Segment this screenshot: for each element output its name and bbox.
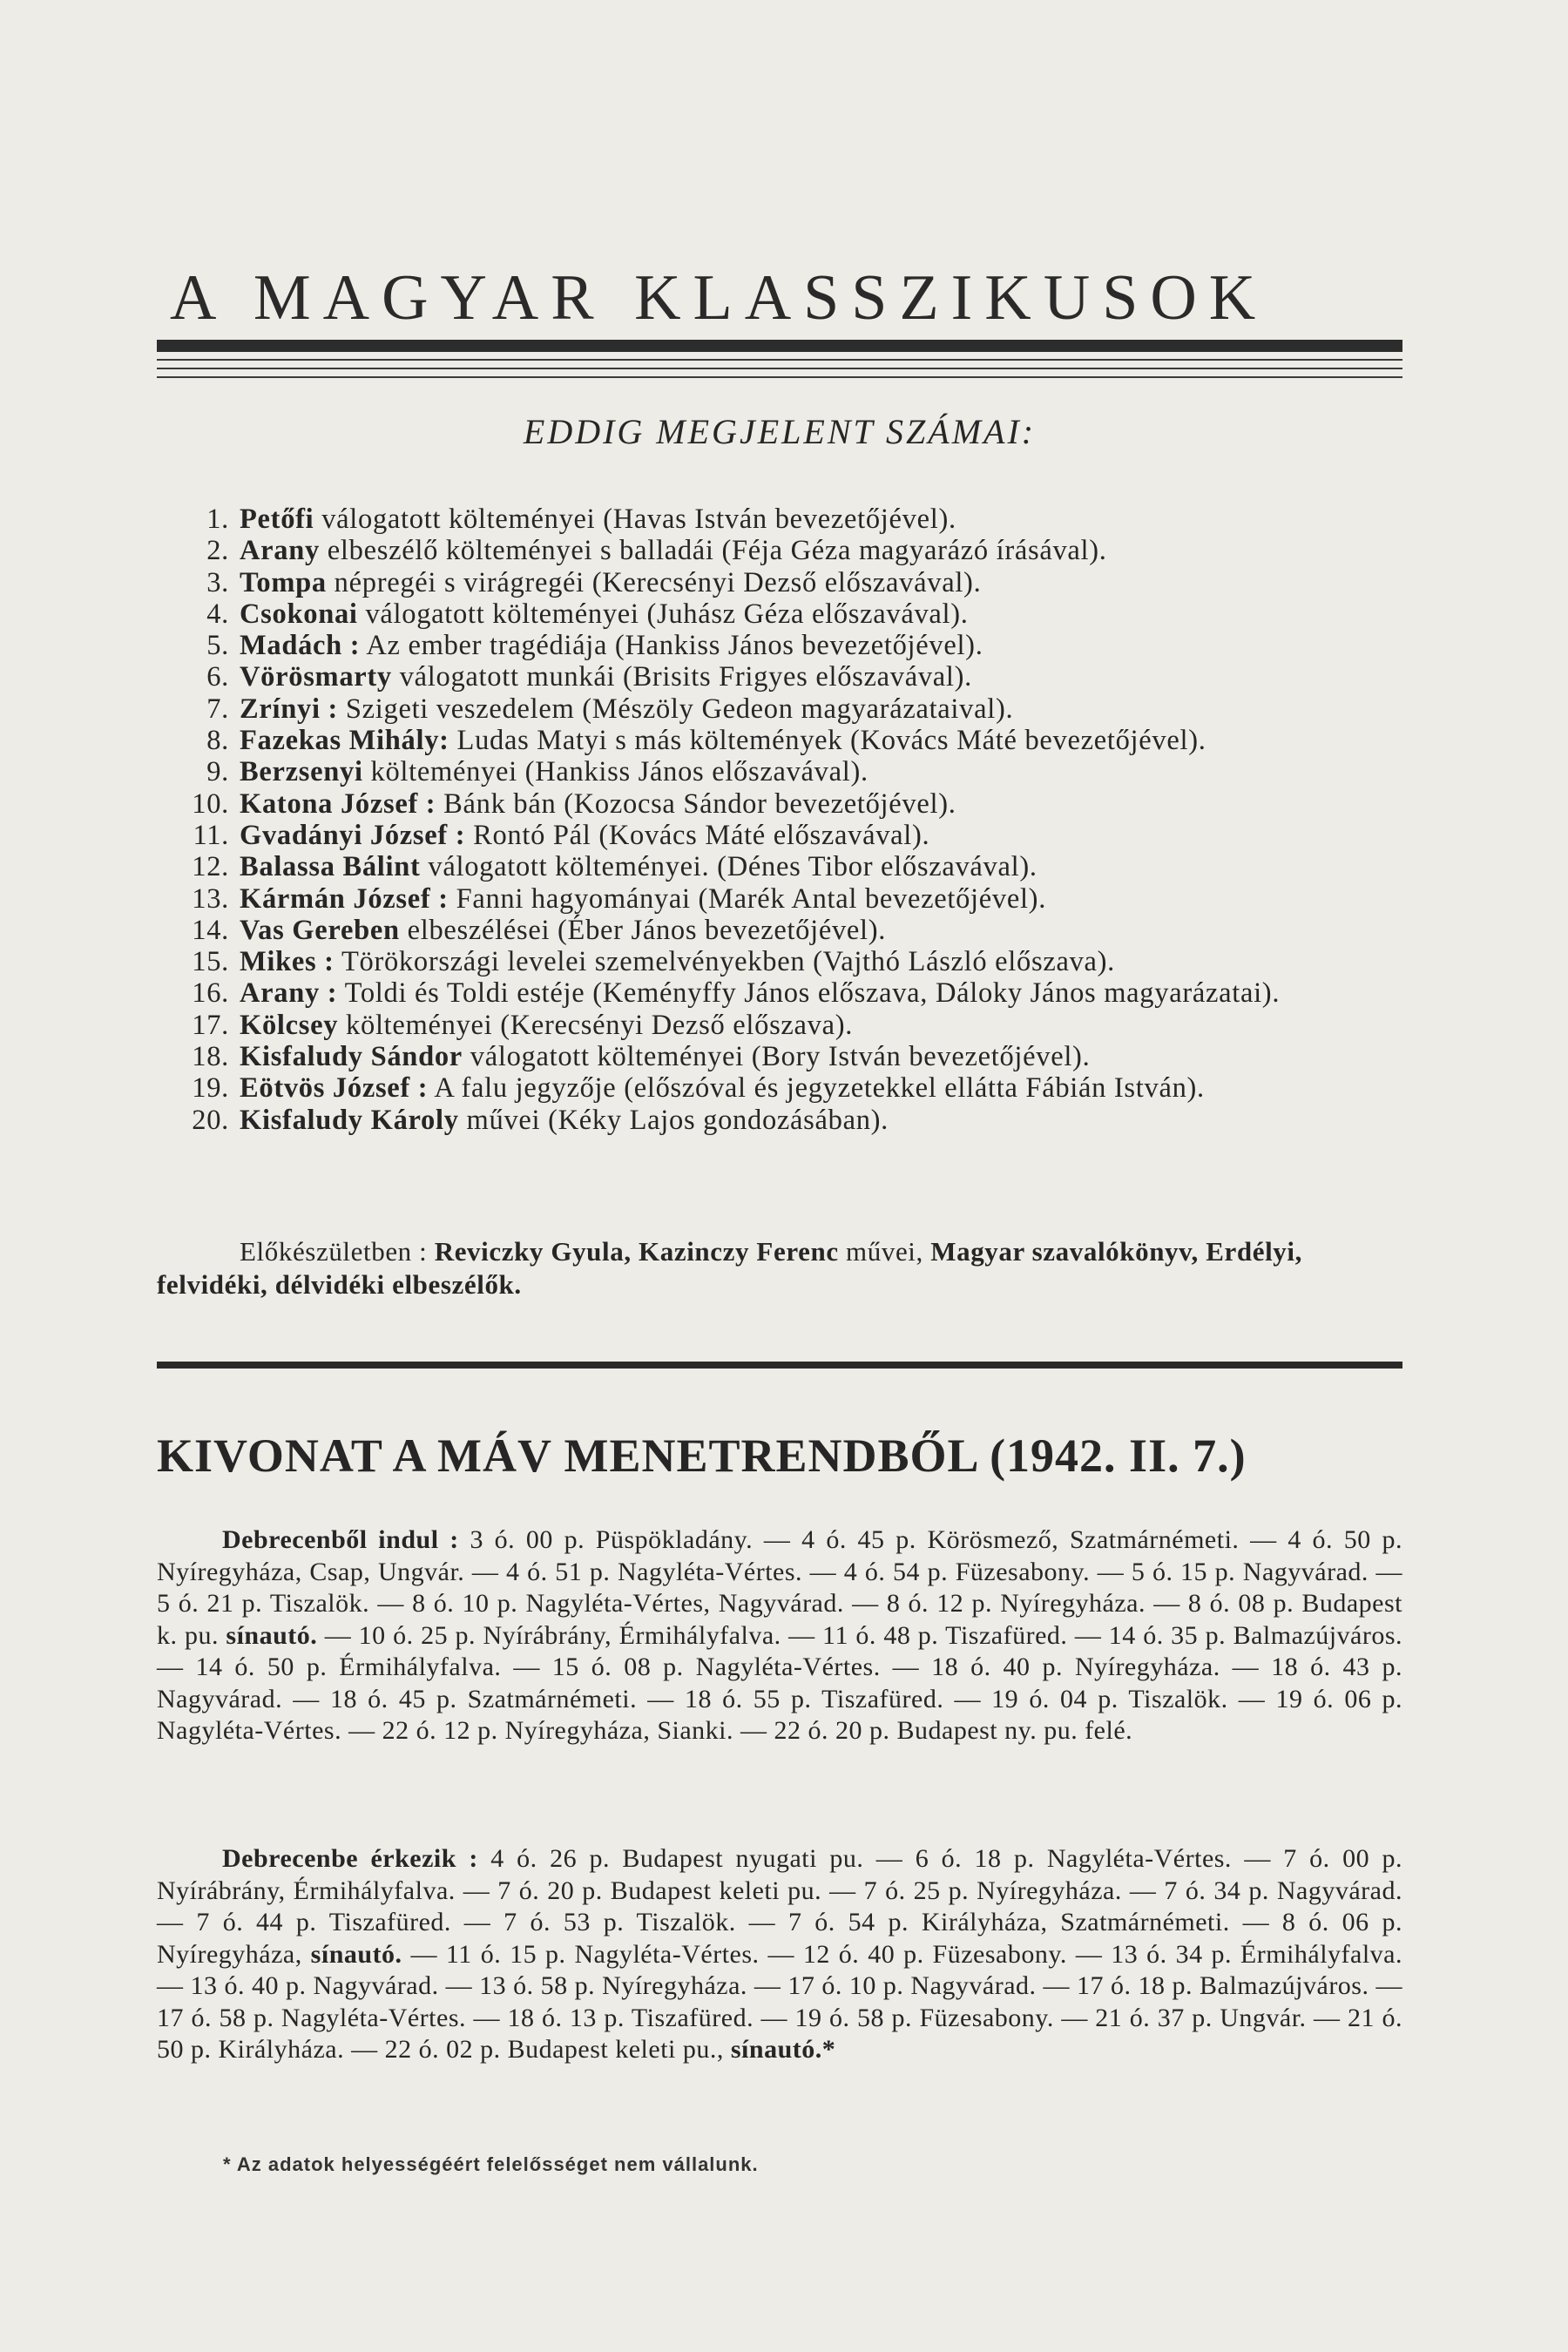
book-item <box>170 567 1407 598</box>
book-author: Fazekas Mihály: <box>240 725 449 757</box>
book-description: A falu jegyzője (előszóval és jegyzetekkel ellátta Fábián István). <box>428 1072 1205 1105</box>
book-item <box>170 788 1407 820</box>
book-description: Toldi és Toldi estéje (Keményffy János előszava, Dáloky János magyarázatai). <box>337 977 1281 1010</box>
subtitle: EDDIG MEGJELENT SZÁMAI: <box>523 412 1037 451</box>
book-number: 12. <box>192 851 229 883</box>
book-entry <box>240 883 1407 915</box>
book-item <box>170 883 1407 915</box>
book-author: Madách : <box>240 630 361 662</box>
book-entry <box>240 915 1407 946</box>
arrivals-text: 4 ó. 26 p. Budapest nyugati pu. — 6 ó. 18 p. Nagyléta-Vértes. — 7 ó. 00 p. Nyírábrány, Érmihályfalva. — 7 ó. 20 p. Budapest keleti pu. — 7 ó. 25 p. Nyíregyháza. — 7 ó. 34 p. Nagyvárad. — 7 ó. 44 p. Tiszafüred. — 7 ó. 53 p. Tiszalök. — 7 ó. 54 p. Királyháza, Szatmárnémeti. — 8 ó. 06 p. Nyíregyháza, <box>157 1844 1403 1969</box>
series-title: A MAGYAR KLASSZIKUSOK <box>170 262 1268 334</box>
book-number: 15. <box>192 946 229 978</box>
book-number: 14. <box>192 914 229 946</box>
book-description: válogatott költeményei (Juhász Géza előszavával). <box>357 598 969 630</box>
book-author: Mikes : <box>240 946 335 978</box>
book-number: 11. <box>193 819 229 851</box>
book-description: Szigeti veszedelem (Mészöly Gedeon magyarázataival). <box>338 693 1014 725</box>
book-description: Rontó Pál (Kovács Máté előszavával). <box>465 819 930 851</box>
book-description: elbeszélő költeményei s balladái (Féja Géza magyarázó írásával). <box>319 535 1107 567</box>
book-item <box>170 915 1407 946</box>
title-underline-thin-3 <box>157 376 1402 378</box>
book-author: Berzsenyi <box>240 756 363 788</box>
book-item <box>170 1010 1407 1041</box>
departures-text: 3 ó. 00 p. Püspökladány. — 4 ó. 45 p. Körösmező, Szatmárnémeti. — 4 ó. 50 p. Nyíregyháza, Csap, Ungvár. — 4 ó. 51 p. Nagyléta-Vértes. — 4 ó. 54 p. Füzesabony. — 5 ó. 15 p. Nagyvárad. — 5 ó. 21 p. Tiszalök. — 8 ó. 10 p. Nagyléta-Vértes, Nagyvárad. — 8 ó. 12 p. Nyíregyháza. — 8 ó. 08 p. Budapest k. pu. <box>157 1525 1402 1650</box>
book-author: Tompa <box>240 566 327 598</box>
book-entry <box>240 725 1407 756</box>
timetable-title: KIVONAT A MÁV MENETRENDBŐL (1942. II. 7.) <box>157 1429 1247 1482</box>
book-description: elbeszélései (Éber János bevezetőjével). <box>399 914 887 946</box>
in-preparation <box>157 1235 1407 1301</box>
book-description: népregéi s virágregéi (Kerecsényi Dezső előszavával). <box>326 566 982 598</box>
book-author: Kölcsey <box>240 1009 339 1041</box>
book-entry <box>240 693 1407 725</box>
arrivals-paragraph <box>157 1843 1402 2066</box>
title-underline-thin-1 <box>157 359 1402 361</box>
book-author: Arany <box>240 535 320 567</box>
title-underline-thin-2 <box>157 368 1402 369</box>
in-preparation-label: Előkészületben : <box>240 1236 428 1267</box>
book-item <box>170 504 1407 535</box>
book-description: Bánk bán (Kozocsa Sándor bevezetőjével). <box>436 787 956 820</box>
book-number: 13. <box>192 882 229 915</box>
book-entry <box>240 820 1407 851</box>
book-entry <box>240 661 1407 693</box>
book-item <box>170 851 1407 882</box>
book-number: 1. <box>206 504 229 535</box>
book-number: 9. <box>206 756 229 788</box>
book-entry <box>240 535 1407 566</box>
book-entry <box>240 1010 1407 1041</box>
arrivals-text-2: — 11 ó. 15 p. Nagyléta-Vértes. — 12 ó. 40 p. Füzesabony. — 13 ó. 34 p. Érmihályfalva. — 13 ó. 40 p. Nagyvárad. — 13 ó. 58 p. Nyíregyháza. — 17 ó. 10 p. Nagyvárad. — 17 ó. 18 p. Balmazújváros. — 17 ó. 58 p. Nagyléta-Vértes. — 18 ó. 13 p. Tiszafüred. — 19 ó. 58 p. Füzesabony. — 21 ó. 37 p. Ungvár. — 21 ó. 50 p. Királyháza. — 22 ó. 02 p. Budapest keleti pu., <box>157 1939 1403 2064</box>
book-description: válogatott költeményei (Havas István bevezetőjével). <box>314 504 956 535</box>
book-description: válogatott költeményei (Bory István bevezetőjével). <box>462 1041 1091 1073</box>
book-number: 18. <box>192 1041 229 1073</box>
book-item <box>170 630 1407 661</box>
book-item <box>170 820 1407 851</box>
book-description: költeményei (Hankiss János előszavával). <box>362 756 868 788</box>
book-number: 19. <box>192 1072 229 1105</box>
book-number: 20. <box>192 1104 229 1136</box>
book-number: 16. <box>192 977 229 1010</box>
arrivals-railcar-end: sínautó.* <box>723 2035 836 2064</box>
book-number: 17. <box>192 1009 229 1041</box>
book-author: Kármán József : <box>240 882 449 915</box>
book-entry <box>240 788 1407 820</box>
in-preparation-mid: művei, <box>838 1236 931 1267</box>
book-item <box>170 535 1407 566</box>
book-entry <box>240 1041 1407 1072</box>
book-entry <box>240 851 1407 882</box>
book-author: Eötvös József : <box>240 1072 429 1105</box>
book-author: Kisfaludy Károly <box>240 1104 459 1136</box>
book-number: 8. <box>206 725 229 757</box>
book-author: Balassa Bálint <box>240 851 421 883</box>
book-description: Ludas Matyi s más költemények (Kovács Máté bevezetőjével). <box>449 725 1206 757</box>
book-entry <box>240 977 1407 1009</box>
book-item <box>170 1105 1407 1136</box>
book-entry <box>240 630 1407 661</box>
book-number: 6. <box>206 661 229 693</box>
book-author: Kisfaludy Sándor <box>240 1041 463 1073</box>
book-entry <box>240 946 1407 977</box>
book-number: 3. <box>206 566 229 598</box>
departures-railcar: sínautó. <box>218 1620 318 1650</box>
book-item <box>170 661 1407 693</box>
book-description: válogatott munkái (Brisits Frigyes előszavával). <box>391 661 972 693</box>
book-item <box>170 756 1407 787</box>
book-author: Csokonai <box>240 598 358 630</box>
book-item <box>170 1041 1407 1072</box>
book-description: költeményei (Kerecsényi Dezső előszava). <box>338 1009 854 1041</box>
book-number: 10. <box>192 787 229 820</box>
book-item <box>170 946 1407 977</box>
book-entry <box>240 598 1407 630</box>
book-entry <box>240 1072 1407 1104</box>
book-entry <box>240 756 1407 787</box>
book-entry <box>240 504 1407 535</box>
book-description: Fanni hagyományai (Marék Antal bevezetőjével). <box>448 882 1047 915</box>
book-list <box>170 504 1407 1136</box>
book-author: Gvadányi József : <box>240 819 466 851</box>
departures-paragraph <box>157 1524 1402 1747</box>
departures-label: Debrecenből indul : <box>222 1525 459 1554</box>
book-author: Petőfi <box>240 504 314 535</box>
book-description: Törökországi levelei szemelvényekben (Vajthó László előszava). <box>334 946 1115 978</box>
book-author: Vörösmarty <box>240 661 392 693</box>
section-divider <box>157 1362 1402 1369</box>
book-item <box>170 1072 1407 1104</box>
arrivals-railcar: sínautó. <box>301 1939 402 1969</box>
book-entry <box>240 567 1407 598</box>
in-preparation-works: Reviczky Gyula, Kazinczy Ferenc <box>434 1236 839 1267</box>
departures-text-2: — 10 ó. 25 p. Nyírábrány, Érmihályfalva. — 11 ó. 48 p. Tiszafüred. — 14 ó. 35 p. Balmazújváros. — 14 ó. 50 p. Érmihályfalva. — 15 ó. 08 p. Nagyléta-Vértes. — 18 ó. 40 p. Nyíregyháza. — 18 ó. 43 p. Nagyvárad. — 18 ó. 45 p. Szatmárnémeti. — 18 ó. 55 p. Tiszafüred. — 19 ó. 04 p. Tiszalök. — 19 ó. 06 p. Nagyléta-Vértes. — 22 ó. 12 p. Nyíregyháza, Sianki. — 22 ó. 20 p. Budapest ny. pu. felé. <box>157 1620 1403 1745</box>
book-number: 7. <box>206 693 229 725</box>
in-preparation-anthologies: Magyar szavalókönyv, Erdélyi, felvidéki, délvidéki elbeszélők. <box>157 1236 1302 1300</box>
book-author: Arany : <box>240 977 338 1010</box>
book-description: Az ember tragédiája (Hankiss János bevezetőjével). <box>360 630 983 662</box>
book-number: 5. <box>206 630 229 662</box>
title-underline-thick <box>157 340 1402 352</box>
arrivals-label: Debrecenbe érkezik : <box>222 1844 478 1873</box>
book-item <box>170 693 1407 725</box>
book-author: Vas Gereben <box>240 914 400 946</box>
book-entry <box>240 1105 1407 1136</box>
book-author: Katona József : <box>240 787 436 820</box>
book-item <box>170 598 1407 630</box>
book-number: 2. <box>206 535 229 567</box>
book-description: válogatott költeményei. (Dénes Tibor előszavával). <box>420 851 1037 883</box>
book-description: művei (Kéky Lajos gondozásában). <box>458 1104 889 1136</box>
book-author: Zrínyi : <box>240 693 339 725</box>
book-item <box>170 725 1407 756</box>
footnote: * Az adatok helyességéért felelősséget nem vállalunk. <box>223 2153 759 2175</box>
book-item <box>170 977 1407 1009</box>
book-number: 4. <box>206 598 229 630</box>
